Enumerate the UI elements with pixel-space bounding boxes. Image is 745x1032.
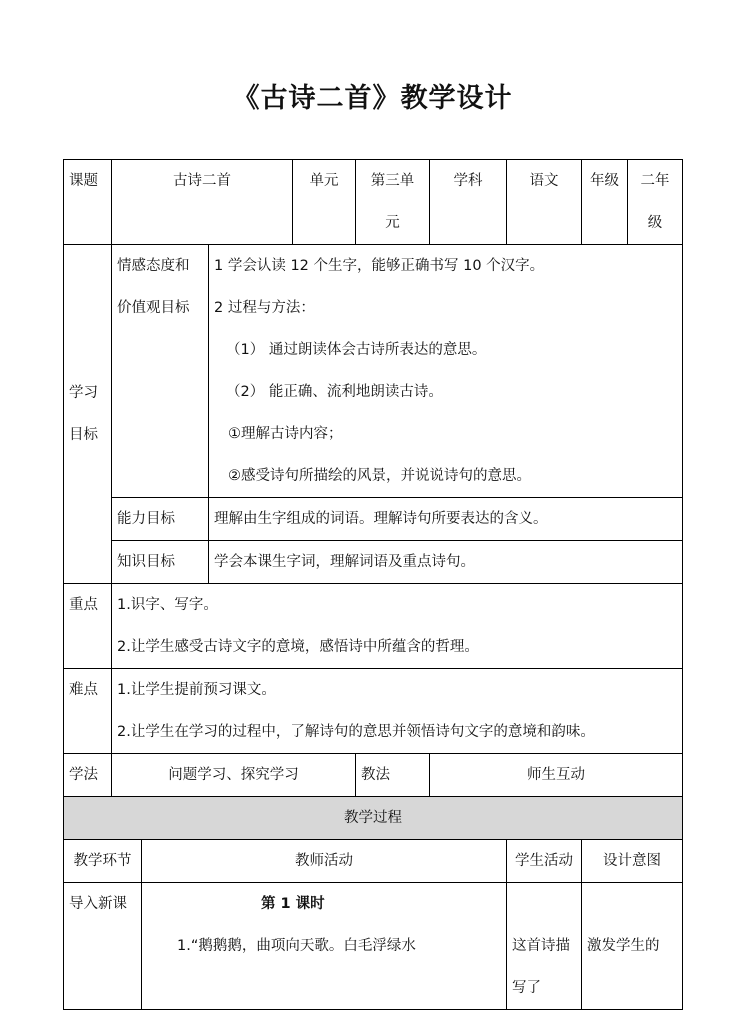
process-section-row bbox=[64, 797, 683, 840]
row1-intent bbox=[582, 883, 683, 1010]
key-points-row bbox=[64, 584, 683, 669]
course-value: 古诗二首 bbox=[112, 160, 293, 245]
ability-value: 理解由生字组成的词语。理解诗句所要表达的含义。 bbox=[209, 498, 683, 541]
study-method-label: 学法 bbox=[64, 754, 112, 797]
process-section-title: 教学过程 bbox=[64, 797, 683, 840]
row1-lesson: 第 1 课时 bbox=[261, 896, 325, 912]
emotion-label-line-2: 价值观目标 bbox=[117, 300, 190, 316]
teach-method-label: 教法 bbox=[356, 754, 430, 797]
difficulties-label: 难点 bbox=[64, 669, 112, 754]
ability-label: 能力目标 bbox=[112, 498, 209, 541]
study-method-value: 问题学习、探究学习 bbox=[112, 754, 356, 797]
header-row bbox=[64, 160, 683, 245]
row1-student bbox=[507, 883, 582, 1010]
row1-student-text: 这首诗描写了 bbox=[512, 938, 570, 996]
emotion-line: ①理解古诗内容； bbox=[228, 426, 343, 442]
row1-stage: 导入新课 bbox=[64, 883, 142, 1010]
grade-value-line-2: 级 bbox=[647, 215, 663, 231]
emotion-label-line-1: 情感态度和 bbox=[117, 258, 190, 274]
emotion-content bbox=[209, 245, 683, 498]
col-teacher: 教师活动 bbox=[142, 840, 507, 883]
emotion-line: （2） 能正确、流利地朗读古诗。 bbox=[226, 384, 443, 400]
unit-value-line-1: 第三单 bbox=[370, 173, 415, 189]
key-points-label: 重点 bbox=[64, 584, 112, 669]
subject-label: 学科 bbox=[430, 160, 507, 245]
key-point-line: 2.让学生感受古诗文字的意境，感悟诗中所蕴含的哲理。 bbox=[117, 639, 479, 655]
difficulty-line: 2.让学生在学习的过程中，了解诗句的意思并领悟诗句文字的意境和韵味。 bbox=[117, 724, 595, 740]
knowledge-label: 知识目标 bbox=[112, 541, 209, 584]
unit-value bbox=[356, 160, 430, 245]
emotion-line: （1） 通过朗读体会古诗所表达的意思。 bbox=[226, 342, 487, 358]
lesson-plan-table bbox=[63, 159, 683, 1010]
row1-teacher bbox=[142, 883, 507, 1010]
emotion-label bbox=[112, 245, 209, 498]
objective-emotion-row bbox=[64, 245, 683, 498]
emotion-line: 1 学会认读 12 个生字，能够正确书写 10 个汉字。 bbox=[214, 258, 545, 274]
row1-intent-text: 激发学生的 bbox=[587, 938, 660, 954]
objectives-label-line-1: 学习 bbox=[69, 385, 98, 401]
document-title: 《古诗二首》教学设计 bbox=[232, 83, 513, 114]
objective-knowledge-row bbox=[64, 541, 683, 584]
objective-ability-row bbox=[64, 498, 683, 541]
col-intent: 设计意图 bbox=[582, 840, 683, 883]
difficulty-line: 1.让学生提前预习课文。 bbox=[117, 682, 276, 698]
emotion-line: ②感受诗句所描绘的风景，并说说诗句的意思。 bbox=[228, 468, 531, 484]
process-row bbox=[64, 883, 683, 1010]
difficulties-row bbox=[64, 669, 683, 754]
difficulties-content bbox=[112, 669, 683, 754]
subject-value: 语文 bbox=[507, 160, 582, 245]
knowledge-value: 学会本课生字词，理解词语及重点诗句。 bbox=[209, 541, 683, 584]
unit-value-line-2: 元 bbox=[385, 215, 400, 231]
course-label: 课题 bbox=[64, 160, 112, 245]
teach-method-value: 师生互动 bbox=[430, 754, 683, 797]
grade-value-line-1: 二年 bbox=[640, 173, 670, 189]
methods-row bbox=[64, 754, 683, 797]
key-point-line: 1.识字、写字。 bbox=[117, 597, 218, 613]
unit-label: 单元 bbox=[293, 160, 356, 245]
process-header-row bbox=[64, 840, 683, 883]
grade-value bbox=[628, 160, 683, 245]
row1-teacher-line: 1.“鹅鹅鹅，曲项向天歌。白毛浮绿水 bbox=[177, 938, 416, 954]
key-points-content bbox=[112, 584, 683, 669]
objectives-label bbox=[64, 245, 112, 584]
objectives-label-line-2: 目标 bbox=[69, 427, 98, 443]
col-stage: 教学环节 bbox=[64, 840, 142, 883]
col-student: 学生活动 bbox=[507, 840, 582, 883]
grade-label: 年级 bbox=[582, 160, 628, 245]
emotion-line: 2 过程与方法： bbox=[214, 300, 315, 316]
